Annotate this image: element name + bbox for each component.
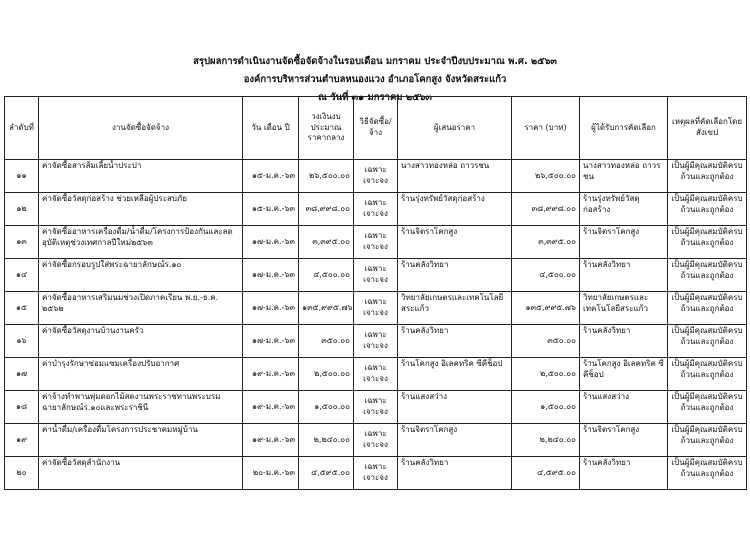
row-price: ๓๘,๙๙๘.๐๐ (512, 193, 580, 226)
row-winner: วิทยาลัยเกษตรและเทคโนโลยีสระแก้ว (580, 292, 668, 325)
table-row (5, 325, 747, 358)
row-winner: ร้านคลังวิทยา (580, 259, 668, 292)
row-reason: เป็นผู้มีคุณสมบัติครบถ้วนและถูกต้อง (668, 259, 747, 292)
row-reason: เป็นผู้มีคุณสมบัติครบถ้วนและถูกต้อง (668, 226, 747, 259)
procurement-item: ค่าจัดซื้ออาหารเสริมนมช่วงเปิดภาคเรียน พ.ย.-ธ.ค. ๒๕๖๒ (39, 292, 243, 325)
row-budget: ๒๖,๕๐๐.๐๐ (299, 160, 354, 193)
row-number: ๑๑ (5, 160, 39, 193)
row-date: ๑๗-ม.ค.-๖๓ (243, 226, 299, 259)
row-bidder: ร้านคลังวิทยา (398, 259, 512, 292)
row-budget: ๓๕๐.๐๐ (299, 325, 354, 358)
row-winner: นางสาวทองหล่อ ถาวรชน (580, 160, 668, 193)
procurement-item: ค่าบำรุงรักษาซ่อมแซมเครื่องปรับอากาศ (39, 358, 243, 391)
table-row (5, 424, 747, 457)
row-price: ๓,๓๙๕.๐๐ (512, 226, 580, 259)
row-number: ๑๙ (5, 424, 39, 457)
row-date: ๑๕-ม.ค.-๖๓ (243, 193, 299, 226)
table-row (5, 358, 747, 391)
table-row (5, 226, 747, 259)
table-row (5, 160, 747, 193)
table-row (5, 259, 747, 292)
row-reason: เป็นผู้มีคุณสมบัติครบถ้วนและถูกต้อง (668, 391, 747, 424)
document-title: สรุปผลการดำเนินงานจัดซื้อจัดจ้างในรอบเดือน มกราคม ประจำปีงบประมาณ พ.ศ. ๒๕๖๓ (193, 56, 557, 67)
row-date: ๑๗-ม.ค.-๖๓ (243, 259, 299, 292)
row-method: เฉพาะเจาะจง (354, 259, 398, 292)
row-number: ๑๒ (5, 193, 39, 226)
organization-name: องค์การบริหารส่วนตำบลหนองแวง อำเภอโคกสูง จังหวัดสระแก้ว (243, 74, 507, 85)
col-header-reason: เหตุผลที่คัดเลือกโดยสังเขป (668, 97, 747, 160)
row-bidder: ร้านจิตราโคกสูง (398, 424, 512, 457)
row-reason: เป็นผู้มีคุณสมบัติครบถ้วนและถูกต้อง (668, 193, 747, 226)
row-bidder: ร้านแสงสว่าง (398, 391, 512, 424)
row-bidder: ร้านจิตราโคกสูง (398, 226, 512, 259)
row-bidder: ร้านโคกสูง อิเลคทริค ซีคีช็อป (398, 358, 512, 391)
procurement-table (4, 96, 747, 490)
table-row (5, 193, 747, 226)
report-date: ณ วันที่ ๓๑ มกราคม ๒๕๖๓ (318, 92, 432, 103)
row-method: เฉพาะเจาะจง (354, 325, 398, 358)
row-method: เฉพาะเจาะจง (354, 391, 398, 424)
col-header-bidders: ผู้เสนอราคา (398, 97, 512, 160)
row-budget: ๓๘,๙๙๘.๐๐ (299, 193, 354, 226)
row-bidder: ร้านรุ่งทรัพย์วัสดุก่อสร้าง (398, 193, 512, 226)
col-header-item: งานจัดซื้อจัดจ้าง (39, 97, 243, 160)
row-bidder: ร้านคลังวิทยา (398, 457, 512, 490)
row-budget: ๔,๕๙๕.๐๐ (299, 457, 354, 490)
row-method: เฉพาะเจาะจง (354, 193, 398, 226)
row-budget: ๓,๓๙๕.๐๐ (299, 226, 354, 259)
row-date: ๑๙-ม.ค.-๖๓ (243, 424, 299, 457)
row-budget: ๒,๒๔๐.๐๐ (299, 424, 354, 457)
row-price: ๔,๕๐๐.๐๐ (512, 259, 580, 292)
row-budget: ๑,๕๐๐.๐๐ (299, 391, 354, 424)
col-header-no: ลำดับที่ (5, 97, 39, 160)
row-date: ๒๐-ม.ค.-๖๓ (243, 457, 299, 490)
row-date: ๑๗-ม.ค.-๖๓ (243, 292, 299, 325)
col-header-method: วิธีจัดซื้อ/จ้าง (354, 97, 398, 160)
procurement-item: ค่าจัดซื้ออาหารเครื่องดื่ม/น้ำดื่ม/โครงการป้องกันและลดอุบัติเหตุช่วงเทศกาลปีใหม่๒๕๖๓ (39, 226, 243, 259)
row-bidder: วิทยาลัยเกษตรและเทคโนโลยีสระแก้ว (398, 292, 512, 325)
row-reason: เป็นผู้มีคุณสมบัติครบถ้วนและถูกต้อง (668, 424, 747, 457)
row-number: ๑๔ (5, 259, 39, 292)
procurement-item: ค่าจัดซื้อวัสดุสำนักงาน (39, 457, 243, 490)
row-reason: เป็นผู้มีคุณสมบัติครบถ้วนและถูกต้อง (668, 292, 747, 325)
row-method: เฉพาะเจาะจง (354, 358, 398, 391)
col-header-date: วัน เดือน ปี (243, 97, 299, 160)
row-date: ๑๗-ม.ค.-๖๓ (243, 325, 299, 358)
row-budget: ๔,๕๐๐.๐๐ (299, 259, 354, 292)
col-header-price: ราคา (บาท) (512, 97, 580, 160)
procurement-item: ค่าจัดซื้อวัสดุงานบ้านงานครัว (39, 325, 243, 358)
procurement-item: ค่าจัดซื้อกรอบรูปใส่พระฉายาลักษณ์ร.๑๐ (39, 259, 243, 292)
row-bidder: ร้านคลังวิทยา (398, 325, 512, 358)
row-price: ๒,๒๔๐.๐๐ (512, 424, 580, 457)
row-reason: เป็นผู้มีคุณสมบัติครบถ้วนและถูกต้อง (668, 325, 747, 358)
row-winner: ร้านจิตราโคกสูง (580, 226, 668, 259)
row-winner: ร้านคลังวิทยา (580, 457, 668, 490)
row-method: เฉพาะเจาะจง (354, 457, 398, 490)
row-date: ๑๕-ม.ค.-๖๓ (243, 160, 299, 193)
row-method: เฉพาะเจาะจง (354, 160, 398, 193)
row-number: ๑๖ (5, 325, 39, 358)
row-winner: ร้านโคกสูง อิเลคทริค ซีคีช็อป (580, 358, 668, 391)
procurement-item: ค่าจัดซื้อสารส้มเลี้ยน้ำประปา (39, 160, 243, 193)
row-price: ๓๕๐.๐๐ (512, 325, 580, 358)
table-row (5, 457, 747, 490)
row-reason: เป็นผู้มีคุณสมบัติครบถ้วนและถูกต้อง (668, 358, 747, 391)
row-number: ๑๘ (5, 391, 39, 424)
row-number: ๑๕ (5, 292, 39, 325)
row-method: เฉพาะเจาะจง (354, 424, 398, 457)
row-date: ๑๙-ม.ค.-๖๓ (243, 391, 299, 424)
row-bidder: นางสาวทองหล่อ ถาวรชน (398, 160, 512, 193)
row-method: เฉพาะเจาะจง (354, 292, 398, 325)
row-number: ๑๗ (5, 358, 39, 391)
table-row (5, 391, 747, 424)
row-budget: ๑๓๕,๙๙๕.๗๖ (299, 292, 354, 325)
procurement-item: ค่าน้ำดื่ม/เครื่องดื่มโครงการประชาคมหมู่บ้าน (39, 424, 243, 457)
row-winner: ร้านรุ่งทรัพย์วัสดุก่อสร้าง (580, 193, 668, 226)
row-winner: ร้านแสงสว่าง (580, 391, 668, 424)
row-winner: ร้านคลังวิทยา (580, 325, 668, 358)
row-method: เฉพาะเจาะจง (354, 226, 398, 259)
row-reason: เป็นผู้มีคุณสมบัติครบถ้วนและถูกต้อง (668, 457, 747, 490)
procurement-item: ค่าจ้างทำพานพุ่มดอกไม้สดงานพระราชทานพระบรมฉายาลักษณ์ร.๑๐และพระราชินี (39, 391, 243, 424)
row-budget: ๒,๕๐๐.๐๐ (299, 358, 354, 391)
row-winner: ร้านจิตราโคกสูง (580, 424, 668, 457)
table-row (5, 292, 747, 325)
row-price: ๑,๕๐๐.๐๐ (512, 391, 580, 424)
row-price: ๔,๕๙๕.๐๐ (512, 457, 580, 490)
col-header-budget: วงเงินงบประมาณราคากลาง (299, 97, 354, 160)
row-price: ๒๖,๕๐๐.๐๐ (512, 160, 580, 193)
row-number: ๒๐ (5, 457, 39, 490)
row-price: ๑๓๕,๙๙๕.๗๖ (512, 292, 580, 325)
procurement-item: ค่าจัดซื้อวัสดุก่อสร้าง ช่วยเหลือผู้ประสบภัย (39, 193, 243, 226)
col-header-winner: ผู้ได้รับการคัดเลือก (580, 97, 668, 160)
table-header-row (5, 97, 747, 160)
row-date: ๑๙-ม.ค.-๖๓ (243, 358, 299, 391)
row-reason: เป็นผู้มีคุณสมบัติครบถ้วนและถูกต้อง (668, 160, 747, 193)
row-number: ๑๓ (5, 226, 39, 259)
row-price: ๒,๕๐๐.๐๐ (512, 358, 580, 391)
